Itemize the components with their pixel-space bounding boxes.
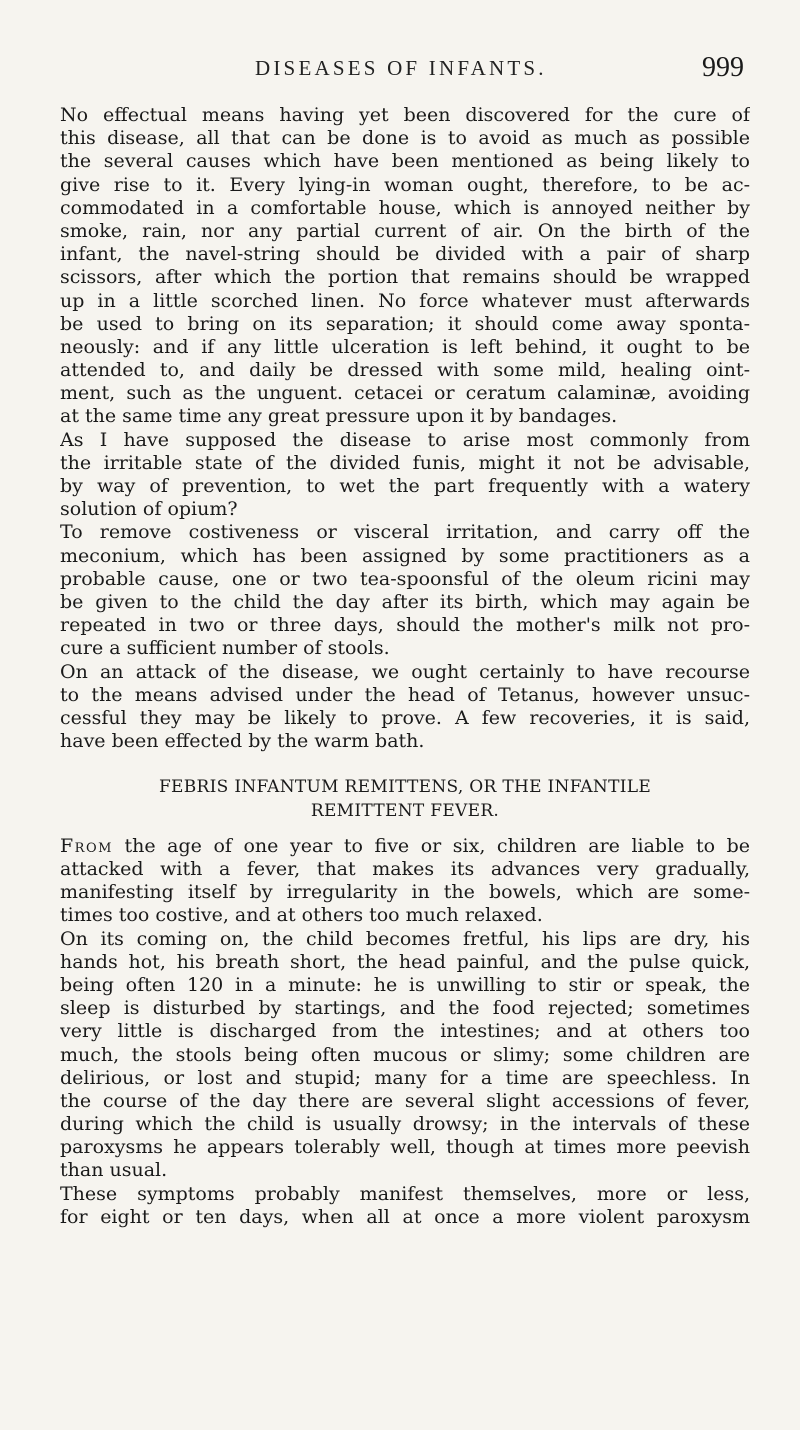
text-line: To remove costiveness or visceral irritation, and carry off the [60, 521, 750, 544]
text-line: attacked with a fever, that makes its advances very gradually, [60, 858, 750, 880]
text-line: infant, the navel-string should be divided with a pair of sharp [60, 243, 750, 266]
paragraph-attack [60, 661, 750, 754]
paragraph-opium [60, 429, 750, 522]
text-line: delirious, or lost and stupid; many for a time are speechless. In [60, 1066, 750, 1089]
text-line: solution of opium? [60, 498, 238, 521]
paragraph-costiveness [60, 521, 750, 660]
text-line: attended to, and daily be dressed with some mild, healing oint- [60, 359, 750, 382]
text-line: the irritable state of the divided funis, might it not be advisable, [60, 451, 750, 474]
text-line: be given to the child the day after its birth, which may again be [60, 590, 750, 613]
text-line: than usual. [60, 1159, 168, 1182]
body-text [60, 104, 750, 1229]
section-heading [60, 776, 750, 822]
text-line: hands hot, his breath short, the head painful, and the pulse quick, [60, 950, 750, 973]
text-line: being often 120 in a minute: he is unwilling to stir or speak, the [60, 973, 750, 996]
text-line: repeated in two or three days, should the mother's milk not pro- [60, 614, 750, 637]
text-line: much, the stools being often mucous or slimy; some children are [60, 1043, 750, 1066]
page-number: 999 [702, 52, 744, 83]
text-line: meconium, which has been assigned by some practitioners as a [60, 544, 750, 567]
lead-word: From [60, 834, 113, 857]
text-line: this disease, all that can be done is to avoid as much as possible [60, 127, 750, 150]
text-line: neously: and if any little ulceration is left behind, it ought to be [60, 335, 750, 358]
text-line: On an attack of the disease, we ought certainly to have recourse [60, 660, 750, 683]
section-heading-line: FEBRIS INFANTUM REMITTENS, OR THE INFANTILE [158, 777, 652, 798]
text-line: very little is discharged from the intestines; and at others too [60, 1020, 750, 1043]
text-line-rest: the age of one year to five or six, children are liable to be [112, 834, 750, 857]
text-line: ment, such as the unguent. cetacei or ceratum calaminæ, avoiding [60, 382, 750, 405]
paragraph-symptoms [60, 928, 750, 1183]
text-line: by way of prevention, to wet the part frequently with a watery [60, 475, 750, 497]
text-line: to the means advised under the head of Tetanus, however unsuc- [60, 683, 750, 706]
text-line: give rise to it. Every lying-in woman ought, therefore, to be ac- [60, 173, 750, 196]
text-line: scissors, after which the portion that remains should be wrapped [60, 266, 750, 289]
text-line: cure a sufficient number of stools. [60, 637, 390, 660]
section-heading-line: REMITTENT FEVER. [310, 800, 500, 821]
text-line: manifesting itself by irregularity in the bowels, which are some- [60, 881, 750, 904]
text-line: for eight or ten days, when all at once a more violent paroxysm [60, 1205, 750, 1228]
text-line: the several causes which have been mentioned as being likely to [60, 150, 750, 173]
text-line: the course of the day there are several slight accessions of fever, [60, 1089, 750, 1112]
text-line: during which the child is usually drowsy; in the intervals of these [60, 1113, 750, 1136]
text-line: As I have supposed the disease to arise most commonly from [60, 428, 750, 451]
page-header [0, 48, 800, 88]
text-line: No effectual means having yet been discovered for the cure of [60, 104, 750, 126]
text-line: times too costive, and at others too much relaxed. [60, 904, 543, 927]
text-line: probable cause, one or two tea-spoonsful of the oleum ricini may [60, 567, 750, 590]
section-spacer [60, 823, 750, 835]
text-line: at the same time any great pressure upon it by bandages. [60, 405, 618, 428]
text-line: have been effected by the warm bath. [60, 730, 425, 753]
text-line: smoke, rain, nor any partial current of air. On the birth of the [60, 219, 750, 242]
text-line: be used to bring on its separation; it should come away sponta- [60, 312, 750, 335]
text-line: These symptoms probably manifest themselves, more or less, [60, 1182, 750, 1205]
paragraph-prevention [60, 104, 750, 429]
text-line: sleep is disturbed by startings, and the food rejected; sometimes [60, 997, 750, 1020]
text-line [60, 835, 750, 858]
paragraph-fever-onset [60, 835, 750, 928]
text-line: up in a little scorched linen. No force whatever must afterwards [60, 289, 750, 312]
section-spacer [60, 753, 750, 776]
text-line: paroxysms he appears tolerably well, though at times more peevish [60, 1136, 750, 1159]
text-line: On its coming on, the child becomes fretful, his lips are dry, his [60, 927, 750, 950]
paragraph-duration [60, 1183, 750, 1229]
running-head: DISEASES OF INFANTS. [255, 56, 547, 80]
text-line: commodated in a comfortable house, which is annoyed neither by [60, 196, 750, 219]
text-line: cessful they may be likely to prove. A few recoveries, it is said, [60, 706, 750, 729]
